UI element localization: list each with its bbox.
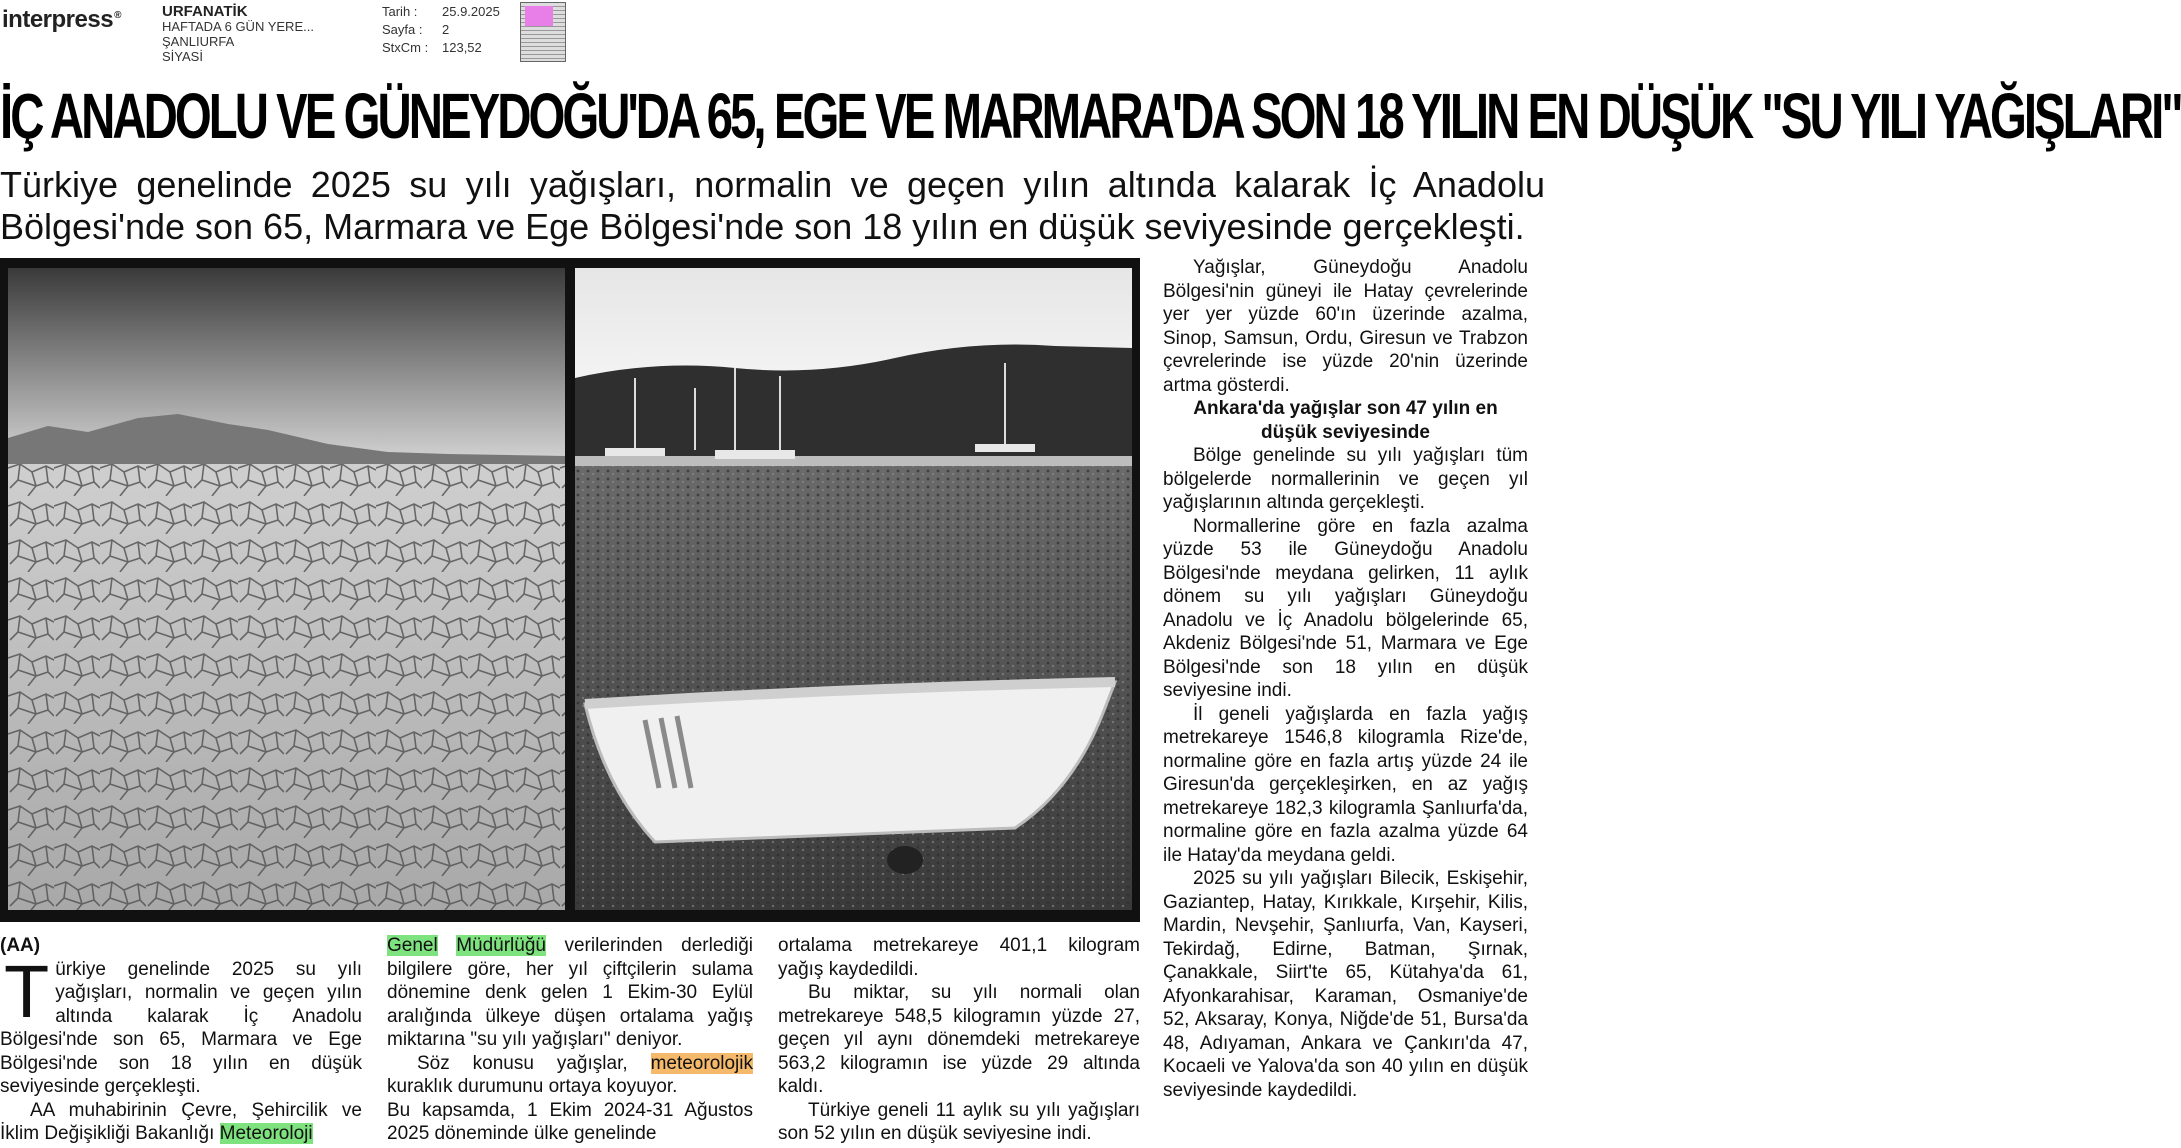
paragraph: Bu kapsamda, 1 Ekim 2024-31 Ağustos 2025 döneminde ülke genelinde [387, 1099, 753, 1144]
paragraph: Söz konusu yağışlar, meteorolojik kuraklık durumunu ortaya koyuyor. [387, 1052, 753, 1097]
publication-category: SİYASİ [162, 49, 203, 64]
page-thumbnail[interactable] [520, 2, 566, 62]
subtitle: Türkiye genelinde 2025 su yılı yağışları, normalin ve geçen yılın altında kalarak İç Anadolu Bölgesi'nde son 65, Marmara ve Ege Bölgesi'nde son 18 yılın en düşük seviyesinde gerçekleşti. [0, 164, 1545, 247]
paragraph: Bölge genelinde su yılı yağışları tüm bölgelerde normallerinin ve geçen yıl yağışlarının altında gerçekleşti. [1163, 445, 1528, 513]
article-column-1 [0, 934, 362, 1146]
article-column-2 [387, 934, 753, 1146]
clipping-meta [382, 3, 532, 57]
headline: İÇ ANADOLU VE GÜNEYDOĞU'DA 65, EGE VE MARMARA'DA SON 18 YILIN EN DÜŞÜK "SU YILI YAĞIŞLARI" [0, 80, 2181, 152]
highlight-keyword: Genel [387, 935, 438, 956]
paragraph: ortalama metrekareye 401,1 kilogram yağış kaydedildi. [778, 935, 1140, 980]
interpress-logo: interpress® [2, 6, 121, 33]
paragraph: Normallerine göre en fazla azalma yüzde 53 ile Güneydoğu Anadolu Bölgesi'nde meydana gelirken, 11 aylık dönem su yılı yağışları Güneydoğu Anadolu ve İç Anadolu bölgelerinde 65, Akdeniz Bölgesi'nde 51, Marmara ve Ege Bölgesi'nde son 18 yılın en düşük seviyesine indi. [1163, 515, 1528, 701]
section-subheading: Ankara'da yağışlar son 47 yılın en düşük seviyesinde [1193, 398, 1498, 443]
article-source: (AA) [0, 935, 41, 956]
paragraph: AA muhabirinin Çevre, Şehircilik ve İklim Değişikliği Bakanlığı Meteoroloji [0, 1099, 362, 1144]
meta-row-stxcm: StxCm : 123,52 [382, 40, 482, 55]
dropcap: T [4, 949, 50, 1033]
cracked-earth-photo [8, 268, 565, 910]
publication-frequency: HAFTADA 6 GÜN YERE... [162, 19, 314, 34]
photo-panel [0, 258, 1140, 922]
stranded-boat-photo [575, 268, 1132, 910]
article-column-4 [1163, 256, 1528, 1102]
highlight-keyword: meteorolojik [650, 1052, 753, 1074]
paragraph: Genel Müdürlüğü verilerinden derlediği bilgilere göre, her yıl çiftçilerin sulama dönemine denk gelen 1 Ekim-30 Eylül aralığında ülkeye düşen ortalama yağış miktarına "su yılı yağışları" deniyor. [387, 935, 754, 1050]
article-column-3 [778, 934, 1140, 1146]
paragraph: Türkiye geneli 11 aylık su yılı yağışları son 52 yılın en düşük seviyesine indi. [778, 1099, 1140, 1144]
paragraph: İl geneli yağışlarda en fazla yağış metrekareye 1546,8 kilogramla Rize'de, normaline göre en fazla artış yüzde 24 ile Giresun'da gerçekleşirken, en az yağış metrekareye 182,3 kilogramla Şanlıurfa'da, normaline göre en fazla azalma yüzde 64 ile Hatay'da meydana geldi. [1163, 703, 1528, 866]
paragraph: Yağışlar, Güneydoğu Anadolu Bölgesi'nin güneyi ile Hatay çevrelerinde yer yer yüzde 60'ın üzerinde azalma, Sinop, Samsun, Ordu, Giresun ve Trabzon çevrelerinde ise yüzde 20'nin üzerinde artma gösterdi. [1163, 257, 1528, 396]
highlight-keyword: Müdürlüğü [456, 935, 546, 956]
paragraph: 2025 su yılı yağışları Bilecik, Eskişehir, Gaziantep, Hatay, Kırıkkale, Kırşehir, Kilis, Mardin, Nevşehir, Şanlıurfa, Van, Kayseri, Tekirdağ, Edirne, Batman, Şırnak, Çanakkale, Siirt'te 65, Kütahya'da 61, Afyonkarahisar, Karaman, Osmaniye'de 52, Aksaray, Konya, Niğde'de 51, Bursa'da 48, Adıyaman, Ankara ve Çankırı'da 47, Kocaeli ve Yalova'da son 40 yılın en düşük seviyesinde kaydedildi. [1163, 868, 1528, 1101]
publication-info [162, 4, 314, 64]
meta-row-date: Tarih : 25.9.2025 [382, 4, 500, 19]
highlight-keyword: Meteoroloji [219, 1123, 313, 1144]
lead-paragraph: Türkiye genelinde 2025 su yılı yağışları, normalin ve geçen yılın altında kalarak İç Anadolu Bölgesi'nde son 65, Marmara ve Ege Bölgesi'nde son 18 yılın en düşük seviyesinde gerçekleşti. [0, 949, 362, 1097]
publication-city: ŞANLIURFA [162, 34, 235, 49]
meta-row-page: Sayfa : 2 [382, 22, 450, 37]
publication-name: URFANATİK [162, 3, 248, 20]
paragraph: Bu miktar, su yılı normali olan metrekareye 548,5 kilogramın yüzde 27, geçen yıl aynı dönemdeki metrekareye 563,2 kilogramın ise yüzde 29 altında kaldı. [778, 982, 1140, 1097]
